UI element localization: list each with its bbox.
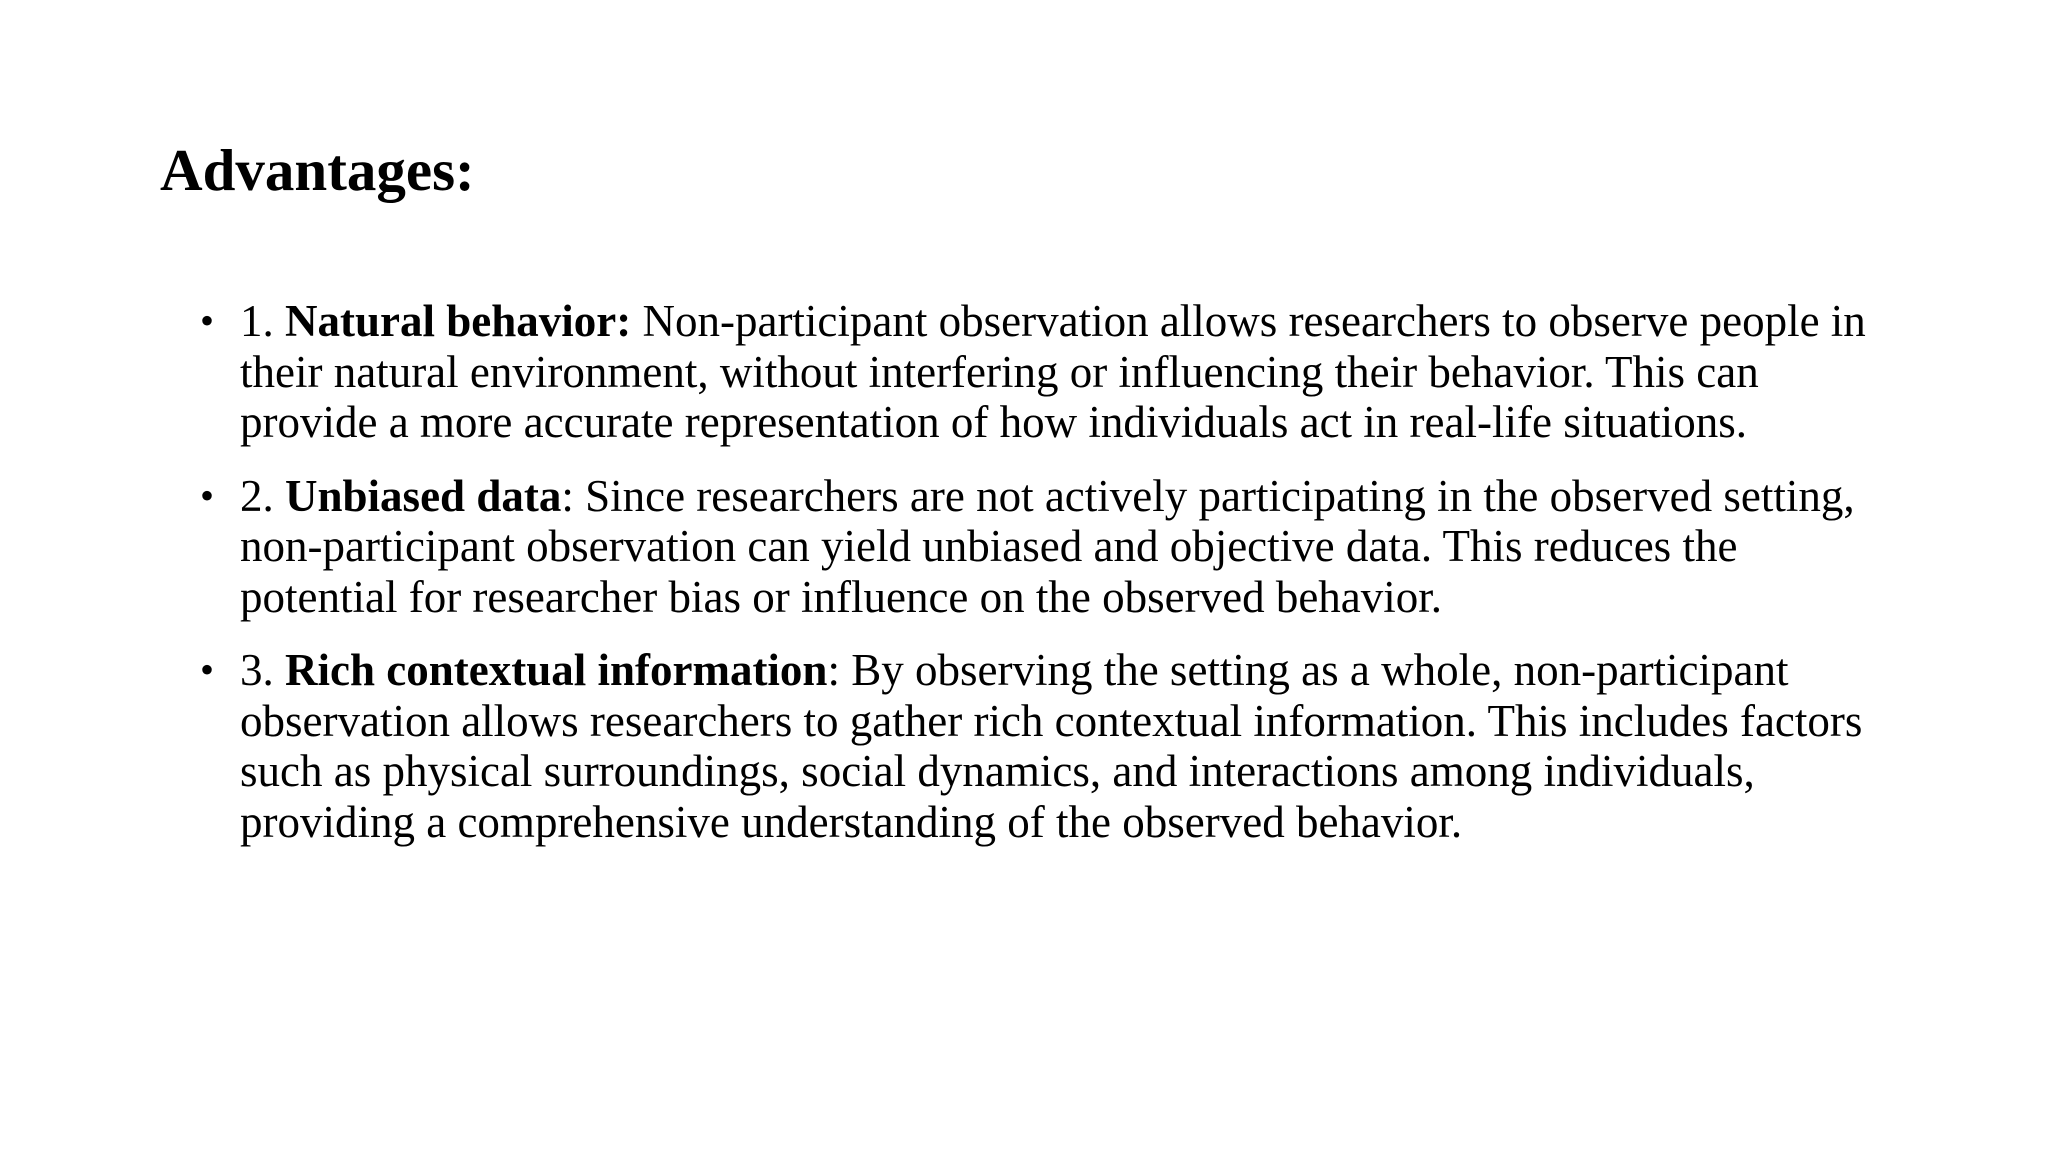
item-term: Rich contextual information	[285, 645, 828, 695]
list-item	[200, 296, 1880, 448]
bullet-icon: •	[200, 472, 215, 518]
list-item	[200, 471, 1880, 623]
item-text: Non-participant observation allows researchers to observe people in their natural environment, without interfering or influencing their behavior. This can provide a more accurate representation of how individuals act in real-life situations.	[240, 296, 1866, 447]
advantages-list	[200, 296, 1880, 870]
item-number: 1.	[240, 296, 285, 346]
item-number: 3.	[240, 645, 285, 695]
item-text: : By observing the setting as a whole, non-participant observation allows researchers to gather rich contextual information. This includes factors such as physical surroundings, social dynamics, and interactions among individuals, providing a comprehensive understanding of the observed behavior.	[240, 645, 1863, 847]
bullet-icon: •	[200, 647, 215, 692]
item-text: : Since researchers are not actively participating in the observed setting, non-participant observation can yield unbiased and objective data. This reduces the potential for researcher bias or influence on the observed behavior.	[240, 470, 1855, 622]
item-number: 2.	[240, 470, 285, 521]
bullet-icon: •	[200, 298, 215, 343]
item-term: Unbiased data	[285, 470, 562, 521]
item-term: Natural behavior:	[285, 296, 632, 346]
list-item	[200, 645, 1880, 847]
slide-title: Advantages:	[160, 137, 475, 203]
